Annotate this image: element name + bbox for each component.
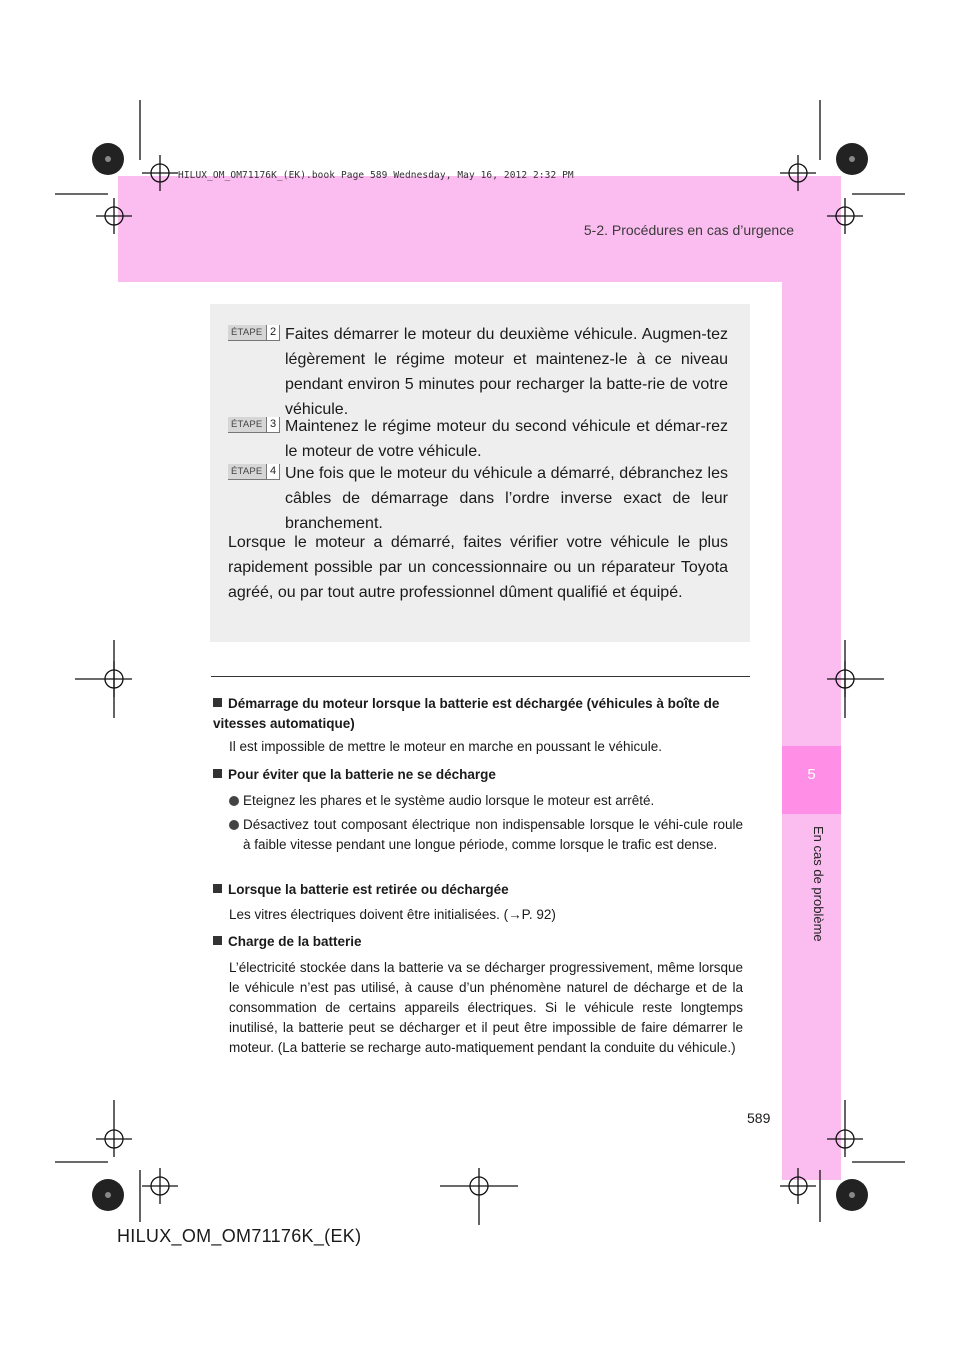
crosshair-icon: [780, 1168, 816, 1204]
crosshair-icon: [827, 198, 863, 234]
step-badge-label: ÉTAPE: [231, 327, 263, 338]
note-heading-text: Lorsque la batterie est retirée ou déchargée: [228, 882, 509, 897]
sunburst-mark-icon: [92, 1179, 124, 1211]
step-text: Une fois que le moteur du véhicule a démarré, débranchez les câbles de démarrage dans l’ordre inverse exact de leur branchement.: [285, 465, 728, 532]
document-id: HILUX_OM_OM71176K_(EK): [117, 1226, 362, 1246]
step-conclusion: Lorsque le moteur a démarré, faites vérifier votre véhicule le plus rapidement possible par un concessionnaire ou un réparateur Toyota agréé, ou par tout autre professionnel dûment qualifié et équipé.: [228, 534, 728, 601]
page-number: 589: [747, 1110, 771, 1126]
step-text: Maintenez le régime moteur du second véhicule et démar-rez le moteur de votre véhicule.: [285, 418, 728, 460]
step-badge-label: ÉTAPE: [231, 419, 263, 430]
step-badge-number: 2: [266, 325, 279, 340]
note-body: L’électricité stockée dans la batterie va se décharger progressivement, même lorsque le véhicule n’est pas utilisé, à cause d’un phénomène naturel de décharge et de la consommation de certains appareils électriques. Si le véhicule reste longtemps inutilisé, la batterie peut se décharger et il peut être impossible de faire démarrer le moteur. (La batterie se recharge auto-matiquement pendant la conduite du véhicule.): [229, 960, 743, 1055]
crosshair-icon: [142, 1168, 178, 1204]
step-badge-number: 3: [266, 417, 279, 432]
note-body: Il est impossible de mettre le moteur en marche en poussant le véhicule.: [229, 739, 662, 754]
print-stamp: HILUX_OM_OM71176K_(EK).book Page 589 Wednesday, May 16, 2012 2:32 PM: [178, 170, 574, 181]
note-heading-text: Démarrage du moteur lorsque la batterie est déchargée (véhicules à boîte de vitesses automatique): [213, 696, 720, 731]
chapter-number: 5: [807, 766, 816, 783]
note-body: Les vitres électriques doivent être initialisées. (→P. 92): [229, 907, 556, 922]
list-item-text: Eteignez les phares et le système audio lorsque le moteur est arrêté.: [243, 793, 655, 808]
crosshair-icon: [96, 1121, 132, 1157]
crosshair-icon: [96, 198, 132, 234]
section-title: 5-2. Procédures en cas d’urgence: [583, 222, 794, 238]
sunburst-mark-icon: [836, 143, 868, 175]
chapter-title: En cas de problème: [811, 826, 826, 942]
step-text: Faites démarrer le moteur du deuxième véhicule. Augmen-tez légèrement le régime moteur et maintenez-le à ce niveau pendant environ 5 minutes pour recharger la batte-rie de votre véhicule.: [285, 326, 728, 418]
sunburst-mark-icon: [92, 143, 124, 175]
crosshair-icon: [827, 1121, 863, 1157]
note-heading-text: Pour éviter que la batterie ne se décharge: [228, 767, 496, 782]
crosshair-icon: [780, 155, 816, 191]
step-badge-number: 4: [266, 464, 279, 479]
step-badge-label: ÉTAPE: [231, 466, 263, 477]
note-heading-text: Charge de la batterie: [228, 934, 362, 949]
crosshair-icon: [461, 1168, 497, 1204]
sunburst-mark-icon: [836, 1179, 868, 1211]
crosshair-icon: [142, 155, 178, 191]
list-item-text: Désactivez tout composant électrique non indispensable lorsque le véhi-cule roule à faible vitesse pendant une longue période, comme lorsque le trafic est dense.: [243, 817, 743, 852]
